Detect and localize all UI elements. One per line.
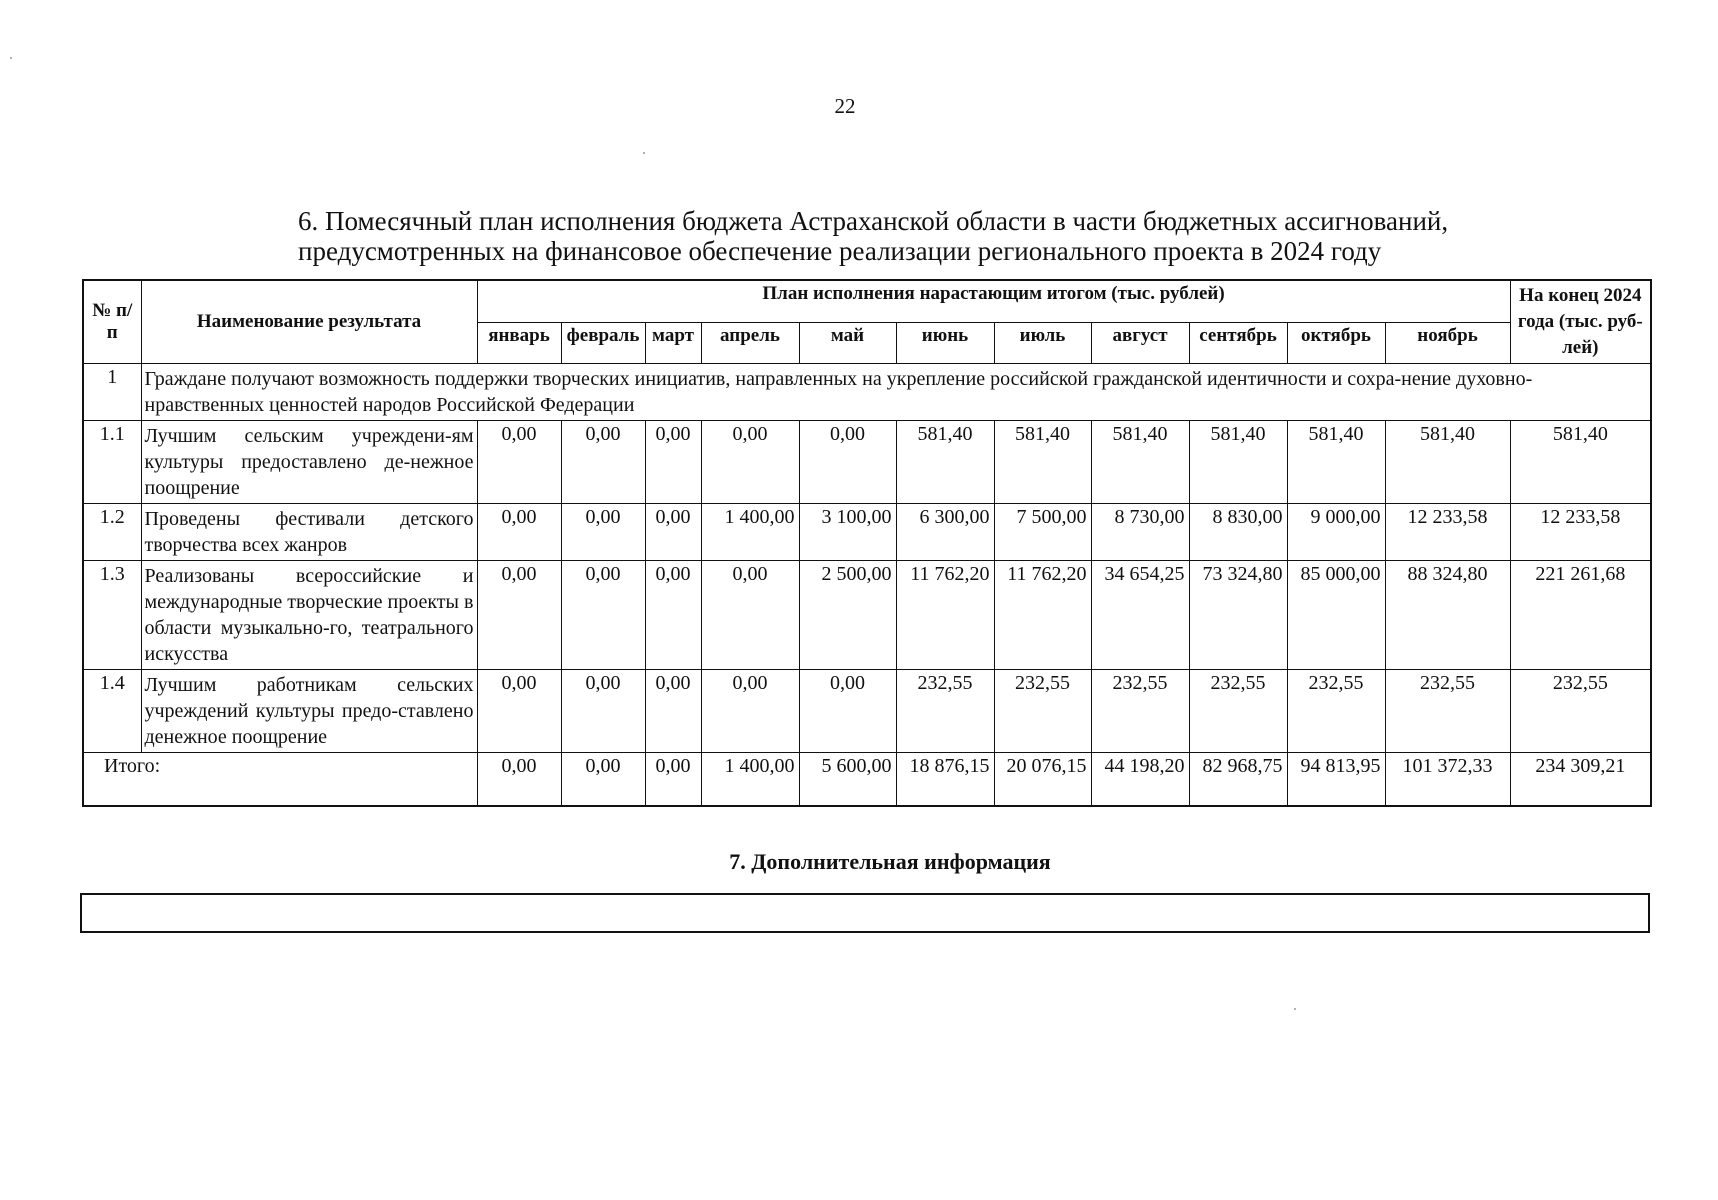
goal-num: 1 (83, 364, 141, 421)
cell-value: 0,00 (645, 670, 701, 753)
table-row (83, 421, 1651, 504)
scan-speck (10, 57, 12, 59)
total-value: 0,00 (645, 753, 701, 807)
row-num: 1.1 (83, 421, 141, 504)
budget-plan-table (82, 279, 1652, 807)
cell-end-of-year: 581,40 (1510, 421, 1651, 504)
cell-value: 581,40 (1287, 421, 1385, 504)
row-result-name: Реализованы всероссийские и международные творческие проекты в области музыкально-го, театрального искусства (141, 561, 477, 670)
cell-value: 1 400,00 (701, 504, 799, 561)
cell-value: 581,40 (1189, 421, 1287, 504)
section-6-title (298, 206, 1518, 266)
cell-value: 581,40 (896, 421, 994, 504)
cell-value: 581,40 (1385, 421, 1510, 504)
total-value: 94 813,95 (1287, 753, 1385, 807)
header-end-of-year: На конец 2024 года (тыс. руб-лей) (1510, 280, 1651, 364)
cell-value: 6 300,00 (896, 504, 994, 561)
row-num: 1.3 (83, 561, 141, 670)
header-month: апрель (701, 322, 799, 363)
row-num: 1.4 (83, 670, 141, 753)
header-month: август (1091, 322, 1189, 363)
cell-value: 9 000,00 (1287, 504, 1385, 561)
cell-value: 88 324,80 (1385, 561, 1510, 670)
total-value: 0,00 (477, 753, 561, 807)
cell-value: 0,00 (477, 421, 561, 504)
cell-value: 0,00 (701, 561, 799, 670)
cell-value: 0,00 (645, 504, 701, 561)
cell-end-of-year: 221 261,68 (1510, 561, 1651, 670)
header-month: май (799, 322, 896, 363)
page-number: 22 (834, 94, 856, 118)
total-row (83, 753, 1651, 807)
table-row (83, 504, 1651, 561)
cell-value: 232,55 (994, 670, 1091, 753)
row-result-name: Проведены фестивали детского творчества всех жанров (141, 504, 477, 561)
cell-end-of-year: 232,55 (1510, 670, 1651, 753)
header-month: ноябрь (1385, 322, 1510, 363)
cell-value: 3 100,00 (799, 504, 896, 561)
table-row (83, 670, 1651, 753)
header-month: июль (994, 322, 1091, 363)
header-month: июнь (896, 322, 994, 363)
cell-value: 232,55 (1385, 670, 1510, 753)
cell-value: 0,00 (561, 504, 645, 561)
cell-value: 2 500,00 (799, 561, 896, 670)
section-6-title-line-2: предусмотренных на финансовое обеспечение реализации регионального проекта в 2024 году (298, 236, 1382, 266)
section-6-title-line-1: 6. Помесячный план исполнения бюджета Астраханской области в части бюджетных ассигнований, (298, 206, 1449, 236)
total-value: 82 968,75 (1189, 753, 1287, 807)
cell-value: 0,00 (799, 670, 896, 753)
cell-value: 0,00 (799, 421, 896, 504)
total-end-of-year: 234 309,21 (1510, 753, 1651, 807)
header-month: сентябрь (1189, 322, 1287, 363)
cell-value: 581,40 (994, 421, 1091, 504)
header-month: март (645, 322, 701, 363)
cell-value: 8 730,00 (1091, 504, 1189, 561)
cell-value: 232,55 (1287, 670, 1385, 753)
section-7-title: 7. Дополнительная информация (729, 849, 1051, 874)
cell-end-of-year: 12 233,58 (1510, 504, 1651, 561)
cell-value: 0,00 (561, 421, 645, 504)
cell-value: 232,55 (896, 670, 994, 753)
header-num: № п/п (83, 280, 141, 364)
cell-value: 8 830,00 (1189, 504, 1287, 561)
row-num: 1.2 (83, 504, 141, 561)
cell-value: 0,00 (477, 504, 561, 561)
total-value: 0,00 (561, 753, 645, 807)
total-value: 18 876,15 (896, 753, 994, 807)
cell-value: 0,00 (477, 670, 561, 753)
table-header-row-1 (83, 280, 1651, 322)
cell-value: 12 233,58 (1385, 504, 1510, 561)
cell-value: 34 654,25 (1091, 561, 1189, 670)
cell-value: 0,00 (701, 421, 799, 504)
header-month: январь (477, 322, 561, 363)
cell-value: 0,00 (645, 561, 701, 670)
cell-value: 581,40 (1091, 421, 1189, 504)
row-result-name: Лучшим работникам сельских учреждений культуры предо-ставлено денежное поощрение (141, 670, 477, 753)
scan-speck (643, 152, 645, 154)
total-value: 101 372,33 (1385, 753, 1510, 807)
header-month: февраль (561, 322, 645, 363)
cell-value: 11 762,20 (994, 561, 1091, 670)
cell-value: 11 762,20 (896, 561, 994, 670)
total-label: Итого: (83, 753, 477, 807)
cell-value: 7 500,00 (994, 504, 1091, 561)
cell-value: 0,00 (477, 561, 561, 670)
total-value: 5 600,00 (799, 753, 896, 807)
goal-row (83, 364, 1651, 421)
table-row (83, 561, 1651, 670)
header-plan-group: План исполнения нарастающим итогом (тыс. рублей) (477, 280, 1510, 322)
header-month: октябрь (1287, 322, 1385, 363)
cell-value: 232,55 (1189, 670, 1287, 753)
header-result-name: Наименование результата (141, 280, 477, 364)
row-result-name: Лучшим сельским учреждени-ям культуры предоставлено де-нежное поощрение (141, 421, 477, 504)
cell-value: 232,55 (1091, 670, 1189, 753)
total-value: 1 400,00 (701, 753, 799, 807)
scan-speck (1294, 1008, 1296, 1010)
cell-value: 85 000,00 (1287, 561, 1385, 670)
additional-info-box (80, 893, 1650, 933)
goal-text: Граждане получают возможность поддержки творческих инициатив, направленных на укрепление российской гражданской идентичности и сохра-нение духовно-нравственных ценностей народов Российской Федерации (141, 364, 1651, 421)
cell-value: 73 324,80 (1189, 561, 1287, 670)
cell-value: 0,00 (645, 421, 701, 504)
total-value: 44 198,20 (1091, 753, 1189, 807)
total-value: 20 076,15 (994, 753, 1091, 807)
cell-value: 0,00 (561, 670, 645, 753)
cell-value: 0,00 (701, 670, 799, 753)
cell-value: 0,00 (561, 561, 645, 670)
